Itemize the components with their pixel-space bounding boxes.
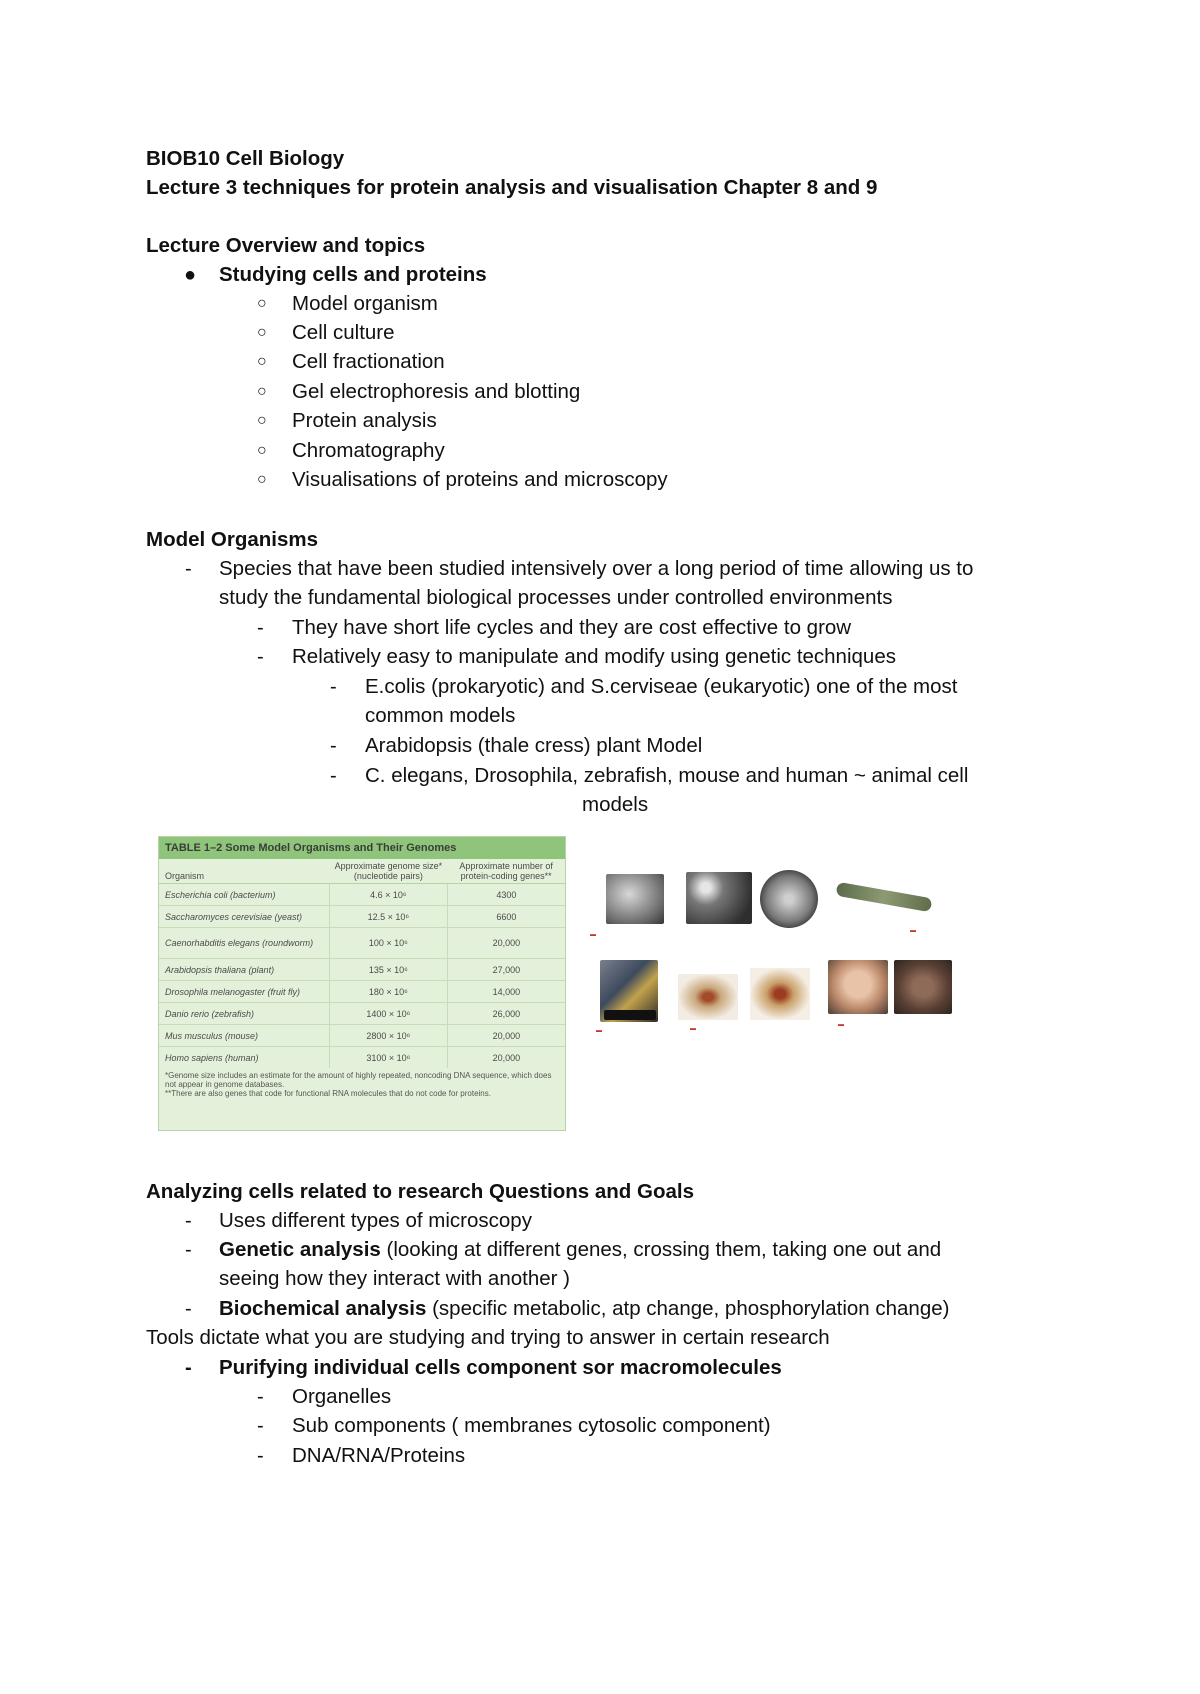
table-title: TABLE 1–2 Some Model Organisms and Their Genomes [159, 837, 565, 859]
model-example: Arabidopsis (thale cress) plant Model [365, 734, 703, 757]
overview-subitem: Protein analysis [292, 409, 437, 432]
purify-item: Organelles [292, 1385, 392, 1408]
dash-bullet: - [330, 676, 337, 698]
circle-bullet-icon: ○ [257, 442, 267, 459]
cell-organism: Homo sapiens (human) [159, 1047, 330, 1069]
table-row [159, 884, 565, 906]
dash-bullet: - [185, 1298, 192, 1320]
model-line: Species that have been studied intensively over a long period of time allowing us to [219, 557, 974, 580]
drosophila-photo [750, 968, 810, 1020]
genetic-analysis-text: (looking at different genes, crossing them, taking one out and [380, 1238, 942, 1261]
overview-subitem: Gel electrophoresis and blotting [292, 380, 581, 403]
cell-organism: Arabidopsis thaliana (plant) [159, 959, 330, 981]
analyzing-item: Uses different types of microscopy [219, 1209, 532, 1232]
cell-genes: 6600 [447, 906, 565, 928]
cell-genome: 1400 × 10⁶ [330, 1003, 448, 1025]
cell-organism: Saccharomyces cerevisiae (yeast) [159, 906, 330, 928]
dash-bullet: - [185, 1239, 192, 1261]
analyzing-item [219, 1236, 941, 1264]
drosophila-photo [678, 974, 738, 1020]
cell-genes: 4300 [447, 884, 565, 906]
cell-genes: 14,000 [447, 981, 565, 1003]
biochemical-analysis-text: (specific metabolic, atp change, phosphorylation change) [426, 1297, 950, 1320]
zebrafish-embryo-strip [604, 1010, 656, 1020]
lecture-title: Lecture 3 techniques for protein analysis and visualisation Chapter 8 and 9 [146, 176, 878, 199]
circle-bullet-icon: ○ [257, 383, 267, 400]
bullet-dot-icon: ● [184, 264, 197, 286]
cell-genome: 4.6 × 10⁶ [330, 884, 448, 906]
cell-genome: 2800 × 10⁶ [330, 1025, 448, 1047]
dash-bullet: - [185, 1357, 192, 1379]
model-example: E.colis (prokaryotic) and S.cerviseae (eukaryotic) one of the most [365, 675, 958, 698]
col-genes: Approximate number of protein-coding genes** [447, 859, 565, 884]
table-row [159, 1025, 565, 1047]
table-row [159, 1003, 565, 1025]
overview-main-bullet: Studying cells and proteins [219, 263, 487, 286]
model-organisms-table-figure [158, 836, 566, 1131]
table-row [159, 1047, 565, 1069]
overview-subitem: Cell fractionation [292, 350, 445, 373]
human-baby-photo [828, 960, 888, 1014]
dash-bullet: - [185, 1210, 192, 1232]
circle-bullet-icon: ○ [257, 295, 267, 312]
dash-bullet: - [257, 1445, 264, 1467]
dash-bullet: - [257, 1415, 264, 1437]
cell-genome: 135 × 10⁶ [330, 959, 448, 981]
dash-bullet: - [330, 735, 337, 757]
table-row [159, 981, 565, 1003]
cell-organism: Escherichia coli (bacterium) [159, 884, 330, 906]
yeast-photo [686, 872, 752, 924]
table-row [159, 928, 565, 959]
organism-table [159, 859, 565, 1068]
col-genome: Approximate genome size* (nucleotide pairs) [330, 859, 448, 884]
tools-line: Tools dictate what you are studying and trying to answer in certain research [146, 1326, 830, 1349]
cell-organism: Mus musculus (mouse) [159, 1025, 330, 1047]
cell-genome: 180 × 10⁶ [330, 981, 448, 1003]
figure-caption-mark: ▬ [910, 928, 916, 934]
figure-caption-mark: ▬ [596, 1028, 602, 1034]
analyzing-item-cont: seeing how they interact with another ) [219, 1267, 570, 1290]
cell-genes: 20,000 [447, 1025, 565, 1047]
cell-genes: 27,000 [447, 959, 565, 981]
circle-bullet-icon: ○ [257, 353, 267, 370]
overview-subitem: Visualisations of proteins and microscopy [292, 468, 668, 491]
cell-organism: Danio rerio (zebrafish) [159, 1003, 330, 1025]
cell-genome: 3100 × 10⁶ [330, 1047, 448, 1069]
figure-caption-mark: ▬ [690, 1026, 696, 1032]
circle-bullet-icon: ○ [257, 471, 267, 488]
course-title: BIOB10 Cell Biology [146, 147, 345, 170]
model-organisms-photo-collage [590, 856, 962, 1052]
model-example: models [582, 793, 649, 816]
circle-bullet-icon: ○ [257, 324, 267, 341]
overview-subitem: Model organism [292, 292, 438, 315]
analyzing-item [219, 1295, 949, 1323]
dash-bullet: - [257, 1386, 264, 1408]
purify-heading: Purifying individual cells component sor macromolecules [219, 1356, 782, 1379]
model-line: study the fundamental biological processes under controlled environments [219, 586, 893, 609]
cell-genome: 12.5 × 10⁶ [330, 906, 448, 928]
arabidopsis-cell-photo [760, 870, 818, 928]
dash-bullet: - [257, 617, 264, 639]
dash-bullet: - [185, 558, 192, 580]
ecoli-photo [606, 874, 664, 924]
cell-genome: 100 × 10⁶ [330, 928, 448, 959]
model-subitem: Relatively easy to manipulate and modify using genetic techniques [292, 645, 896, 668]
overview-subitem: Chromatography [292, 439, 445, 462]
cell-organism: Drosophila melanogaster (fruit fly) [159, 981, 330, 1003]
dash-bullet: - [257, 646, 264, 668]
table-footnote [159, 1068, 565, 1101]
genetic-analysis-label: Genetic analysis [219, 1238, 381, 1261]
table-row [159, 959, 565, 981]
c-elegans-photo [836, 882, 933, 912]
analyzing-heading: Analyzing cells related to research Questions and Goals [146, 1180, 694, 1203]
model-example: common models [365, 704, 516, 727]
col-organism: Organism [159, 859, 330, 884]
circle-bullet-icon: ○ [257, 412, 267, 429]
purify-item: DNA/RNA/Proteins [292, 1444, 466, 1467]
figure-caption-mark: ▬ [590, 932, 596, 938]
cell-organism: Caenorhabditis elegans (roundworm) [159, 928, 330, 959]
cell-genes: 20,000 [447, 928, 565, 959]
biochemical-analysis-label: Biochemical analysis [219, 1297, 427, 1320]
overview-heading: Lecture Overview and topics [146, 234, 426, 257]
figure-caption-mark: ▬ [838, 1022, 844, 1028]
model-subitem: They have short life cycles and they are cost effective to grow [292, 616, 852, 639]
purify-item: Sub components ( membranes cytosolic component) [292, 1414, 771, 1437]
table-row [159, 906, 565, 928]
dash-bullet: - [330, 765, 337, 787]
table-footnote-1: *Genome size includes an estimate for the amount of highly repeated, noncoding DNA sequence, which does not appear in genome databases. [165, 1071, 552, 1089]
cell-genes: 26,000 [447, 1003, 565, 1025]
table-footnote-2: **There are also genes that code for functional RNA molecules that do not code for proteins. [165, 1089, 491, 1098]
cell-genes: 20,000 [447, 1047, 565, 1069]
mouse-photo [894, 960, 952, 1014]
model-organisms-heading: Model Organisms [146, 528, 319, 551]
model-example: C. elegans, Drosophila, zebrafish, mouse and human ~ animal cell [365, 764, 969, 787]
overview-subitem: Cell culture [292, 321, 395, 344]
